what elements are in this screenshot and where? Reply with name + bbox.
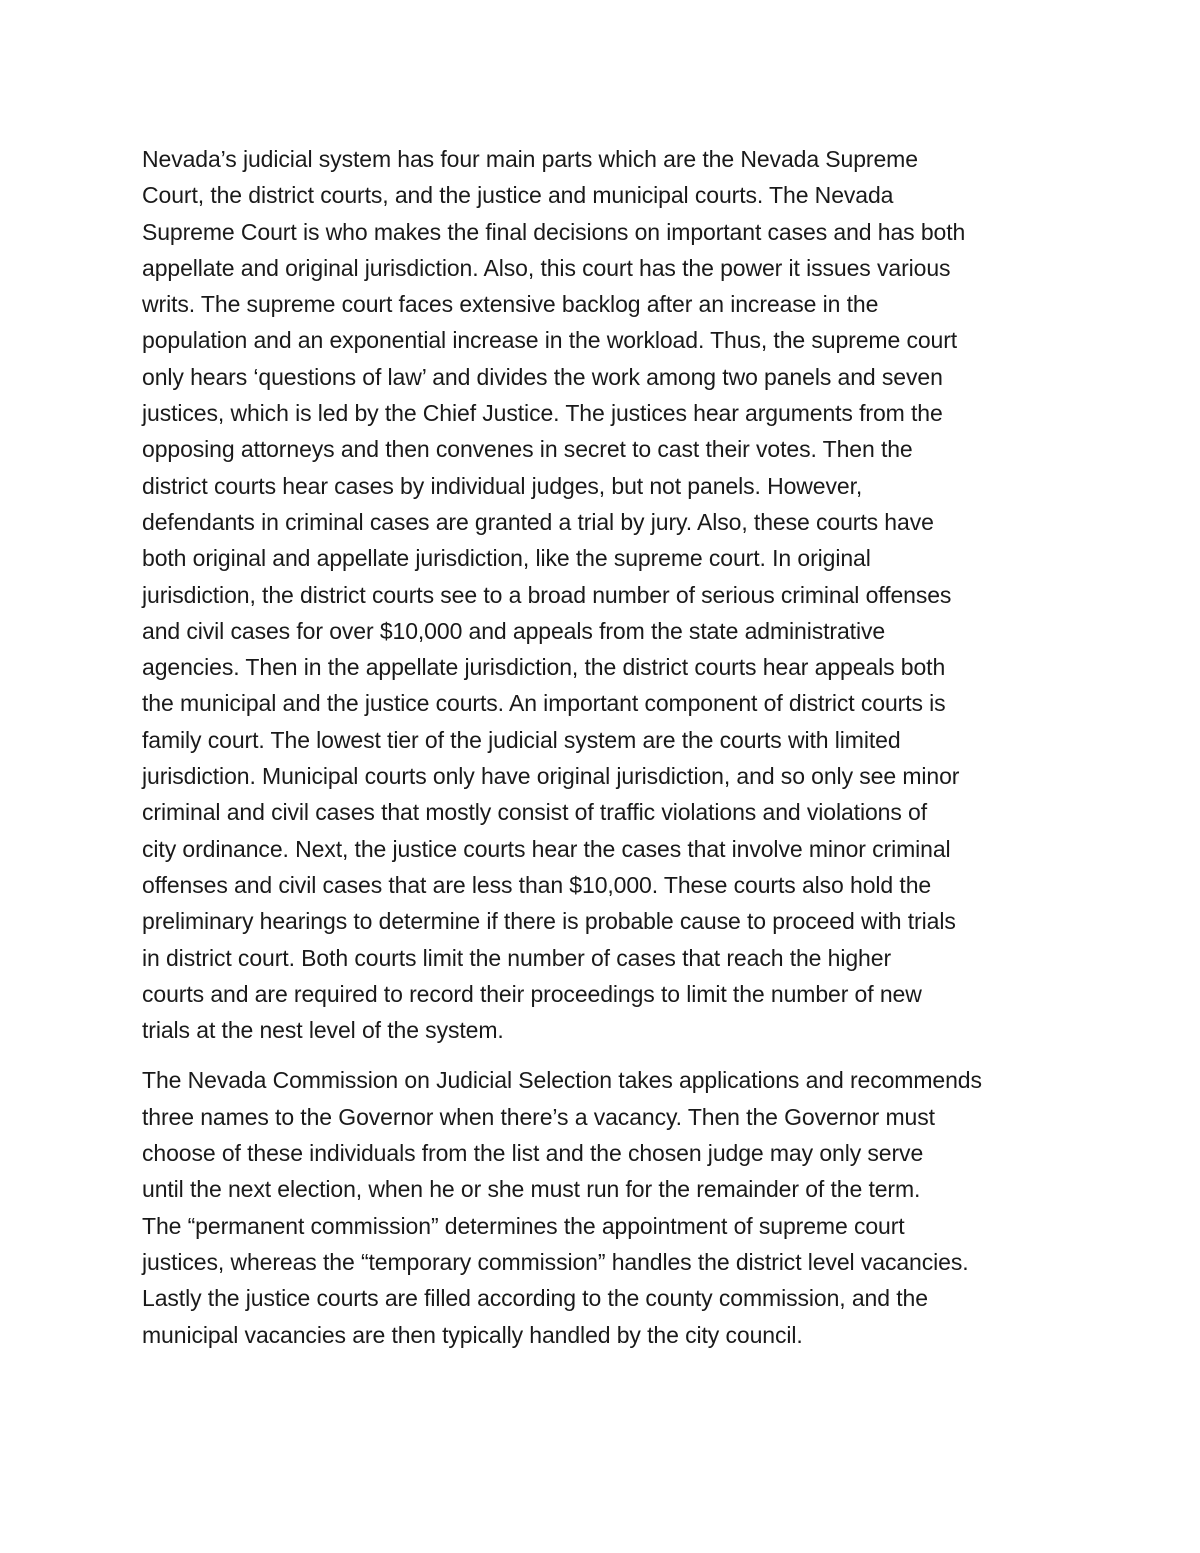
- text-line: justices, which is led by the Chief Justice. The justices hear arguments from the: [142, 400, 943, 427]
- text-line: district courts hear cases by individual judges, but not panels. However,: [142, 472, 863, 499]
- text-line: in district court. Both courts limit the number of cases that reach the higher: [142, 944, 891, 971]
- text-line: municipal vacancies are then typically handled by the city council.: [142, 1321, 803, 1348]
- text-line: choose of these individuals from the list and the chosen judge may only serve: [142, 1140, 924, 1167]
- text-line: justices, whereas the “temporary commission” handles the district level vacancies.: [142, 1248, 969, 1275]
- text-line: preliminary hearings to determine if there is probable cause to proceed with trials: [142, 908, 956, 935]
- text-line: courts and are required to record their proceedings to limit the number of new: [142, 980, 922, 1007]
- text-line: jurisdiction, the district courts see to a broad number of serious criminal offenses: [142, 581, 952, 608]
- text-line: three names to the Governor when there’s a vacancy. Then the Governor must: [142, 1103, 935, 1130]
- text-line: Court, the district courts, and the justice and municipal courts. The Nevada: [142, 182, 894, 209]
- text-line: The Nevada Commission on Judicial Selection takes applications and recommends: [142, 1067, 982, 1094]
- text-line: and civil cases for over $10,000 and appeals from the state administrative: [142, 617, 886, 644]
- text-line: family court. The lowest tier of the judicial system are the courts with limited: [142, 726, 901, 753]
- text-line: appellate and original jurisdiction. Also, this court has the power it issues various: [142, 254, 951, 281]
- text-line: defendants in criminal cases are granted a trial by jury. Also, these courts have: [142, 508, 934, 535]
- text-line: trials at the nest level of the system.: [142, 1017, 504, 1044]
- text-line: agencies. Then in the appellate jurisdiction, the district courts hear appeals both: [142, 654, 946, 681]
- text-line: criminal and civil cases that mostly consist of traffic violations and violations of: [142, 799, 928, 826]
- text-line: Lastly the justice courts are filled according to the county commission, and the: [142, 1285, 928, 1312]
- text-line: offenses and civil cases that are less than $10,000. These courts also hold the: [142, 871, 932, 898]
- text-line: population and an exponential increase in the workload. Thus, the supreme court: [142, 327, 958, 354]
- paragraph-2: [142, 1062, 1082, 1352]
- document-body: [142, 141, 1082, 1353]
- text-line: until the next election, when he or she must run for the remainder of the term.: [142, 1176, 921, 1203]
- text-line: only hears ‘questions of law’ and divides the work among two panels and seven: [142, 363, 943, 390]
- text-line: both original and appellate jurisdiction, like the supreme court. In original: [142, 545, 871, 572]
- text-line: jurisdiction. Municipal courts only have original jurisdiction, and so only see minor: [142, 763, 960, 790]
- text-line: city ordinance. Next, the justice courts hear the cases that involve minor criminal: [142, 835, 951, 862]
- text-line: opposing attorneys and then convenes in secret to cast their votes. Then the: [142, 436, 913, 463]
- text-line: the municipal and the justice courts. An important component of district courts is: [142, 690, 946, 717]
- paragraph-spacer: [142, 1048, 1082, 1062]
- text-line: Supreme Court is who makes the final decisions on important cases and has both: [142, 218, 966, 245]
- text-line: The “permanent commission” determines the appointment of supreme court: [142, 1212, 905, 1239]
- paragraph-1: [142, 141, 1082, 1048]
- text-line: Nevada’s judicial system has four main parts which are the Nevada Supreme: [142, 146, 918, 172]
- text-line: writs. The supreme court faces extensive backlog after an increase in the: [142, 291, 879, 318]
